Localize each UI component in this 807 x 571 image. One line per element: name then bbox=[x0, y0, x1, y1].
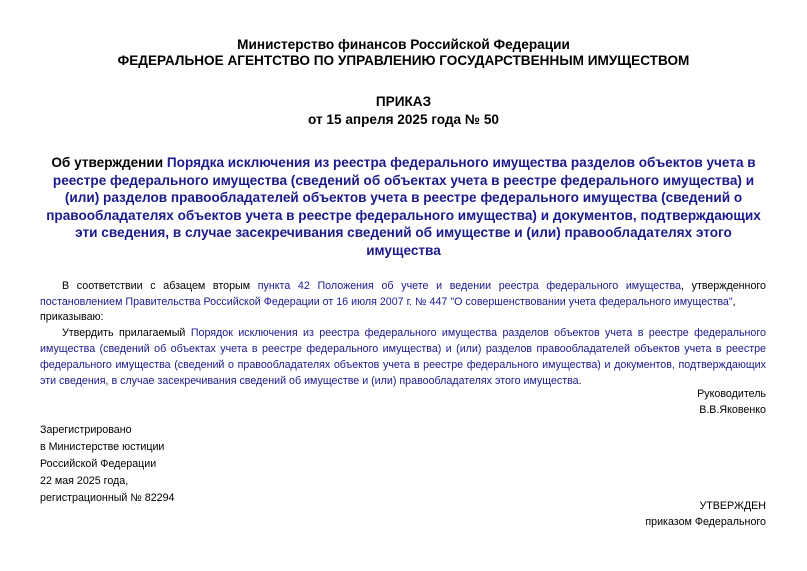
paragraph-basis bbox=[40, 278, 766, 310]
title-link[interactable]: Порядка исключения из реестра федерального имущества разделов объектов учета в реестре федерального имущества (сведений об объектах учета в реестре федерального имущества) и (или) разделов правообладателей объектов учета в реестре федерального имущества (сведений о правообладателях объектов учета в реестре федерального имущества) и документов, подтверждающих эти сведения, в случае засекречивания сведений об имуществе и (или) правообладателях этого имущества bbox=[46, 155, 761, 258]
p1-end-text: , bbox=[732, 296, 736, 308]
document-date-number: от 15 апреля 2025 года № 50 bbox=[308, 112, 499, 127]
p1-mid-text: , утвержденного bbox=[680, 280, 766, 292]
p3-end-text: . bbox=[578, 375, 582, 387]
procedure-link[interactable]: Порядок исключения из реестра федерального имущества разделов объектов учета в реестре федерального имущества (сведений об объектах учета в реестре федерального имущества) и (или) разделов правообладателей объектов учета в реестре федерального имущества (сведений о правообладателях объектов учета в реестре федерального имущества) и документов, подтверждающих эти сведения, в случае засекречивания сведений об имуществе и (или) правообладателях этого имущества bbox=[40, 327, 766, 387]
approval-heading: УТВЕРЖДЕН bbox=[699, 500, 766, 512]
signatory-position: Руководитель bbox=[697, 388, 766, 400]
p3-start-text: Утвердить прилагаемый bbox=[62, 327, 191, 339]
document-title bbox=[40, 154, 767, 259]
title-prefix: Об утверждении bbox=[51, 155, 167, 170]
ministry-name: Министерство финансов Российской Федерации bbox=[237, 37, 570, 52]
paragraph-approve bbox=[40, 325, 766, 389]
regulation-link[interactable]: пункта 42 Положения об учете и ведении реестра федерального имущества bbox=[257, 280, 681, 292]
signatory-name: В.В.Яковенко bbox=[699, 404, 766, 416]
registration-line-1: Зарегистрировано bbox=[40, 424, 132, 436]
resolution-link[interactable]: постановлением Правительства Российской Федерации от 16 июля 2007 г. № 447 "О совершенствовании учета федерального имущества" bbox=[40, 296, 733, 308]
approval-line: приказом Федерального bbox=[645, 516, 766, 528]
document-type: ПРИКАЗ bbox=[375, 94, 432, 109]
registration-number: регистрационный № 82294 bbox=[40, 492, 175, 504]
registration-line-2: в Министерстве юстиции bbox=[40, 441, 165, 453]
order-word: приказываю: bbox=[40, 311, 104, 323]
registration-date: 22 мая 2025 года, bbox=[40, 475, 129, 487]
p1-start-text: В соответствии с абзацем вторым bbox=[62, 280, 258, 292]
agency-name: ФЕДЕРАЛЬНОЕ АГЕНТСТВО ПО УПРАВЛЕНИЮ ГОСУДАРСТВЕННЫМ ИМУЩЕСТВОМ bbox=[117, 53, 690, 68]
registration-line-3: Российской Федерации bbox=[40, 458, 157, 470]
